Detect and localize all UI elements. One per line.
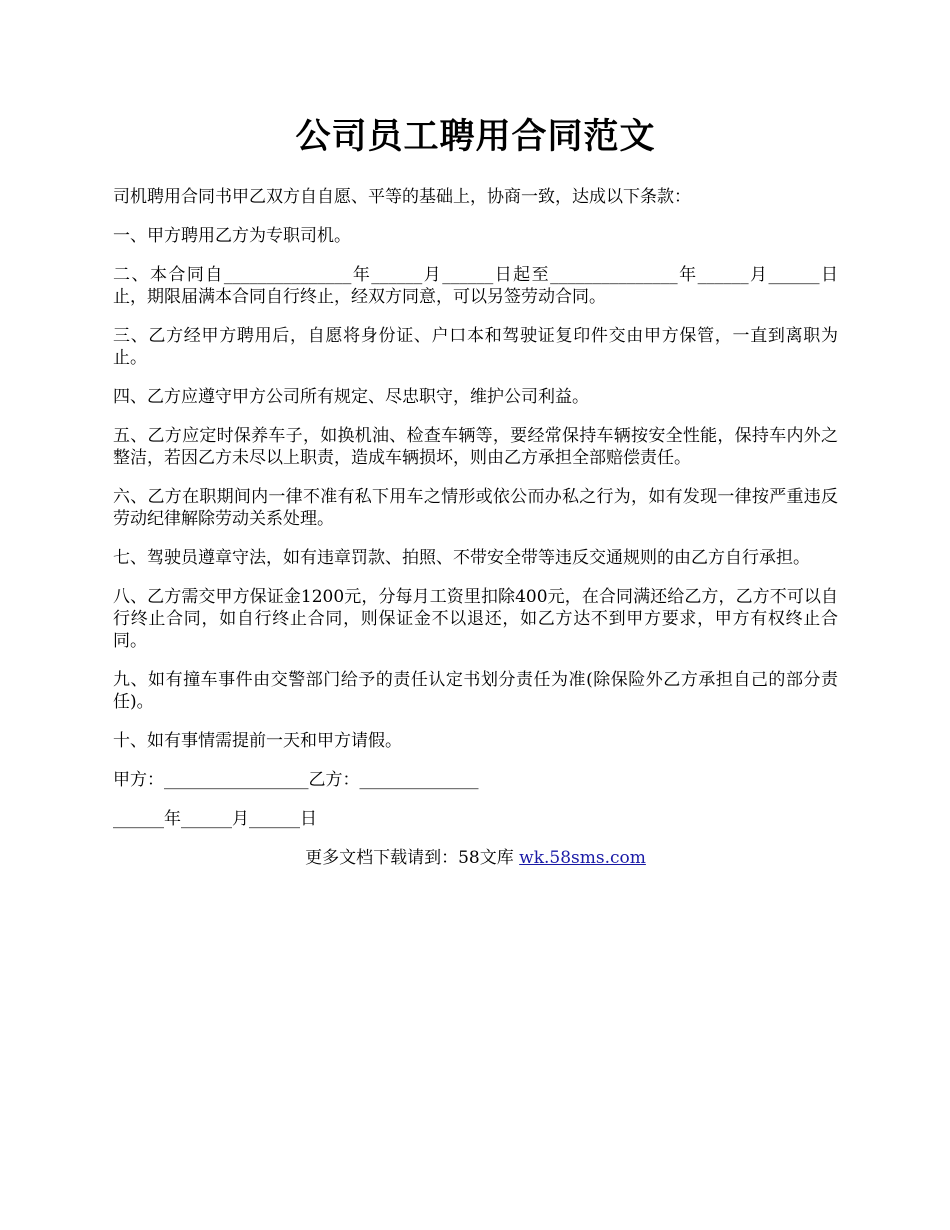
- intro-paragraph: 司机聘用合同书甲乙双方自自愿、平等的基础上，协商一致，达成以下条款：: [113, 187, 691, 207]
- date-line: ______年______月______日: [113, 809, 317, 829]
- clause-5: 五、乙方应定时保养车子，如换机油、检查车辆等，要经常保持车辆按安全性能，保持车内外之整洁，若因乙方未尽以上职责，造成车辆损坏，则由乙方承担全部赔偿责任。: [113, 426, 838, 468]
- clause-10: 十、如有事情需提前一天和甲方请假。: [113, 731, 402, 751]
- footer-link[interactable]: wk.58sms.com: [519, 848, 646, 868]
- clause-4: 四、乙方应遵守甲方公司所有规定、尽忠职守，维护公司利益。: [113, 387, 589, 407]
- footer-note: [113, 847, 838, 869]
- clause-7: 七、驾驶员遵章守法，如有违章罚款、拍照、不带安全带等违反交通规则的由乙方自行承担。: [113, 548, 810, 568]
- clause-6: 六、乙方在职期间内一律不准有私下用车之情形或依公而办私之行为，如有发现一律按严重违反劳动纪律解除劳动关系处理。: [113, 487, 838, 529]
- clause-8: 八、乙方需交甲方保证金1200元，分每月工资里扣除400元，在合同满还给乙方，乙方不可以自行终止合同，如自行终止合同，则保证金不以退还，如乙方达不到甲方要求，甲方有权终止合同。: [113, 587, 838, 651]
- clause-2: 二、本合同自_______________年______月______日起至_______________年______月______日止，期限届满本合同自行终止，经双方同意，可以另签劳动合同。: [113, 265, 838, 307]
- clause-3: 三、乙方经甲方聘用后，自愿将身份证、户口本和驾驶证复印件交由甲方保管，一直到离职为止。: [113, 326, 838, 368]
- clause-9: 九、如有撞车事件由交警部门给予的责任认定书划分责任为准(除保险外乙方承担自己的部分责任)。: [113, 670, 838, 712]
- document-title: 公司员工聘用合同范文: [295, 117, 656, 157]
- footer-text: 更多文档下载请到：58文库: [305, 848, 520, 868]
- clause-1: 一、甲方聘用乙方为专职司机。: [113, 226, 351, 246]
- signature-line: 甲方：_________________乙方：______________: [113, 770, 479, 790]
